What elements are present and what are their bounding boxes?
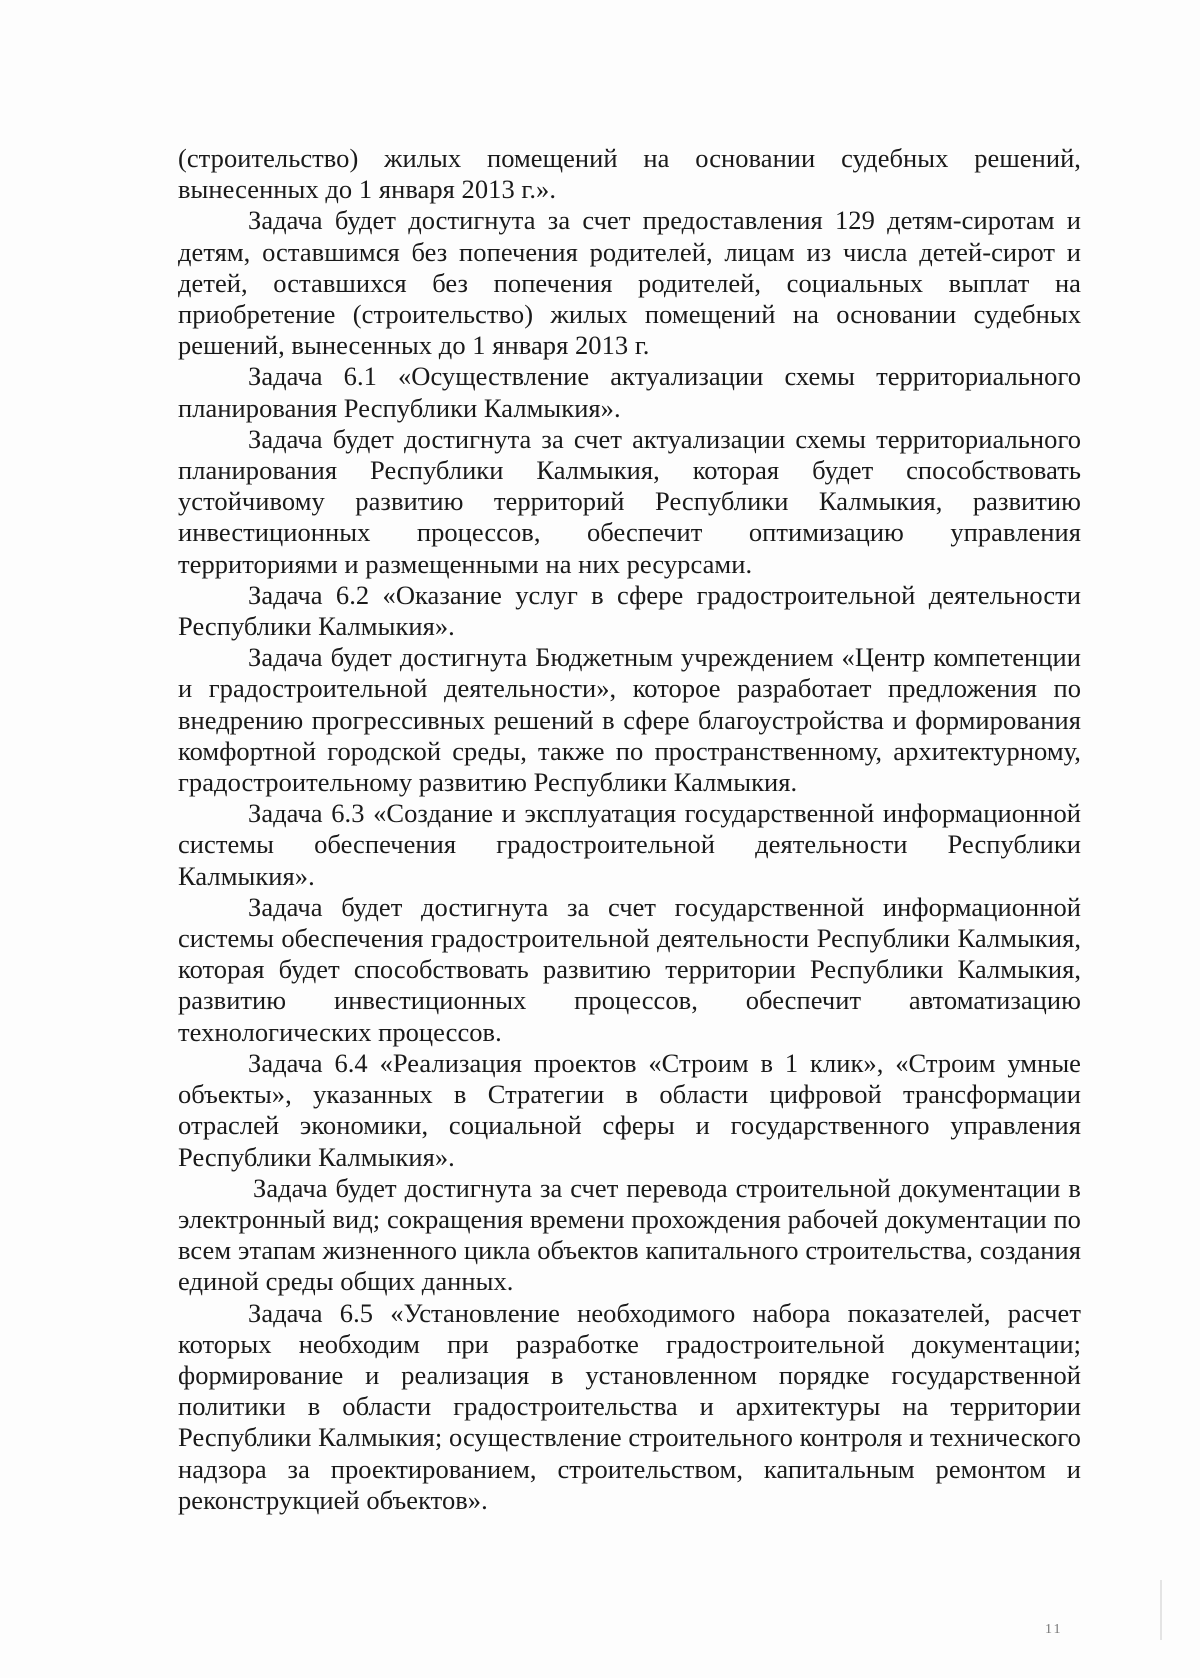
page-number: 11 — [1045, 1622, 1063, 1637]
paragraph-11-task-6-5: Задача 6.5 «Установление необходимого набора показателей, расчет которых необходим при разработке градостроительной документации; формирование и реализация в установленном порядке государственной политики в области градостроительства и архитектуры на территории Республики Калмыкия; осуществление строительного контроля и технического надзора за проектированием, строительством, капитальным ремонтом и реконструкцией объектов». — [178, 1297, 1081, 1515]
paragraph-10: Задача будет достигнута за счет перевода строительной документации в электронный вид; сокращения времени прохождения рабочей документации по всем этапам жизненного цикла объектов капитального строительства, создания единой среды общих данных. — [178, 1172, 1081, 1297]
scan-artifact — [1160, 1580, 1162, 1640]
document-body — [178, 143, 1081, 1516]
paragraph-1: (строительство) жилых помещений на основании судебных решений, вынесенных до 1 января 2013 г.». — [178, 143, 1081, 205]
paragraph-2: Задача будет достигнута за счет предоставления 129 детям-сиротам и детям, оставшимся без попечения родителей, лицам из числа детей-сирот и детей, оставшихся без попечения родителей, социальных выплат на приобретение (строительство) жилых помещений на основании судебных решений, вынесенных до 1 января 2013 г. — [178, 205, 1081, 361]
paragraph-6: Задача будет достигнута Бюджетным учреждением «Центр компетенции и градостроительной деятельности», которое разработает предложения по внедрению прогрессивных решений в сфере благоустройства и формирования комфортной городской среды, также по пространственному, архитектурному, градостроительному развитию Республики Калмыкия. — [178, 642, 1081, 798]
paragraph-3-task-6-1: Задача 6.1 «Осуществление актуализации схемы территориального планирования Республики Калмыкия». — [178, 361, 1081, 423]
paragraph-5-task-6-2: Задача 6.2 «Оказание услуг в сфере градостроительной деятельности Республики Калмыкия». — [178, 579, 1081, 642]
paragraph-4: Задача будет достигнута за счет актуализации схемы территориального планирования Республики Калмыкия, которая будет способствовать устойчивому развитию территорий Республики Калмыкия, развитию инвестиционных процессов, обеспечит оптимизацию управления территориями и размещенными на них ресурсами. — [178, 423, 1081, 579]
paragraph-8: Задача будет достигнута за счет государственной информационной системы обеспечения градостроительной деятельности Республики Калмыкия, которая будет способствовать развитию территории Республики Калмыкия, развитию инвестиционных процессов, обеспечит автоматизацию технологических процессов. — [178, 891, 1081, 1047]
paragraph-9-task-6-4: Задача 6.4 «Реализация проектов «Строим в 1 клик», «Строим умные объекты», указанных в Стратегии в области цифровой трансформации отраслей экономики, социальной сферы и государственного управления Республики Калмыкия». — [178, 1047, 1081, 1172]
paragraph-7-task-6-3: Задача 6.3 «Создание и эксплуатация государственной информационной системы обеспечения градостроительной деятельности Республики Калмыкия». — [178, 798, 1081, 891]
